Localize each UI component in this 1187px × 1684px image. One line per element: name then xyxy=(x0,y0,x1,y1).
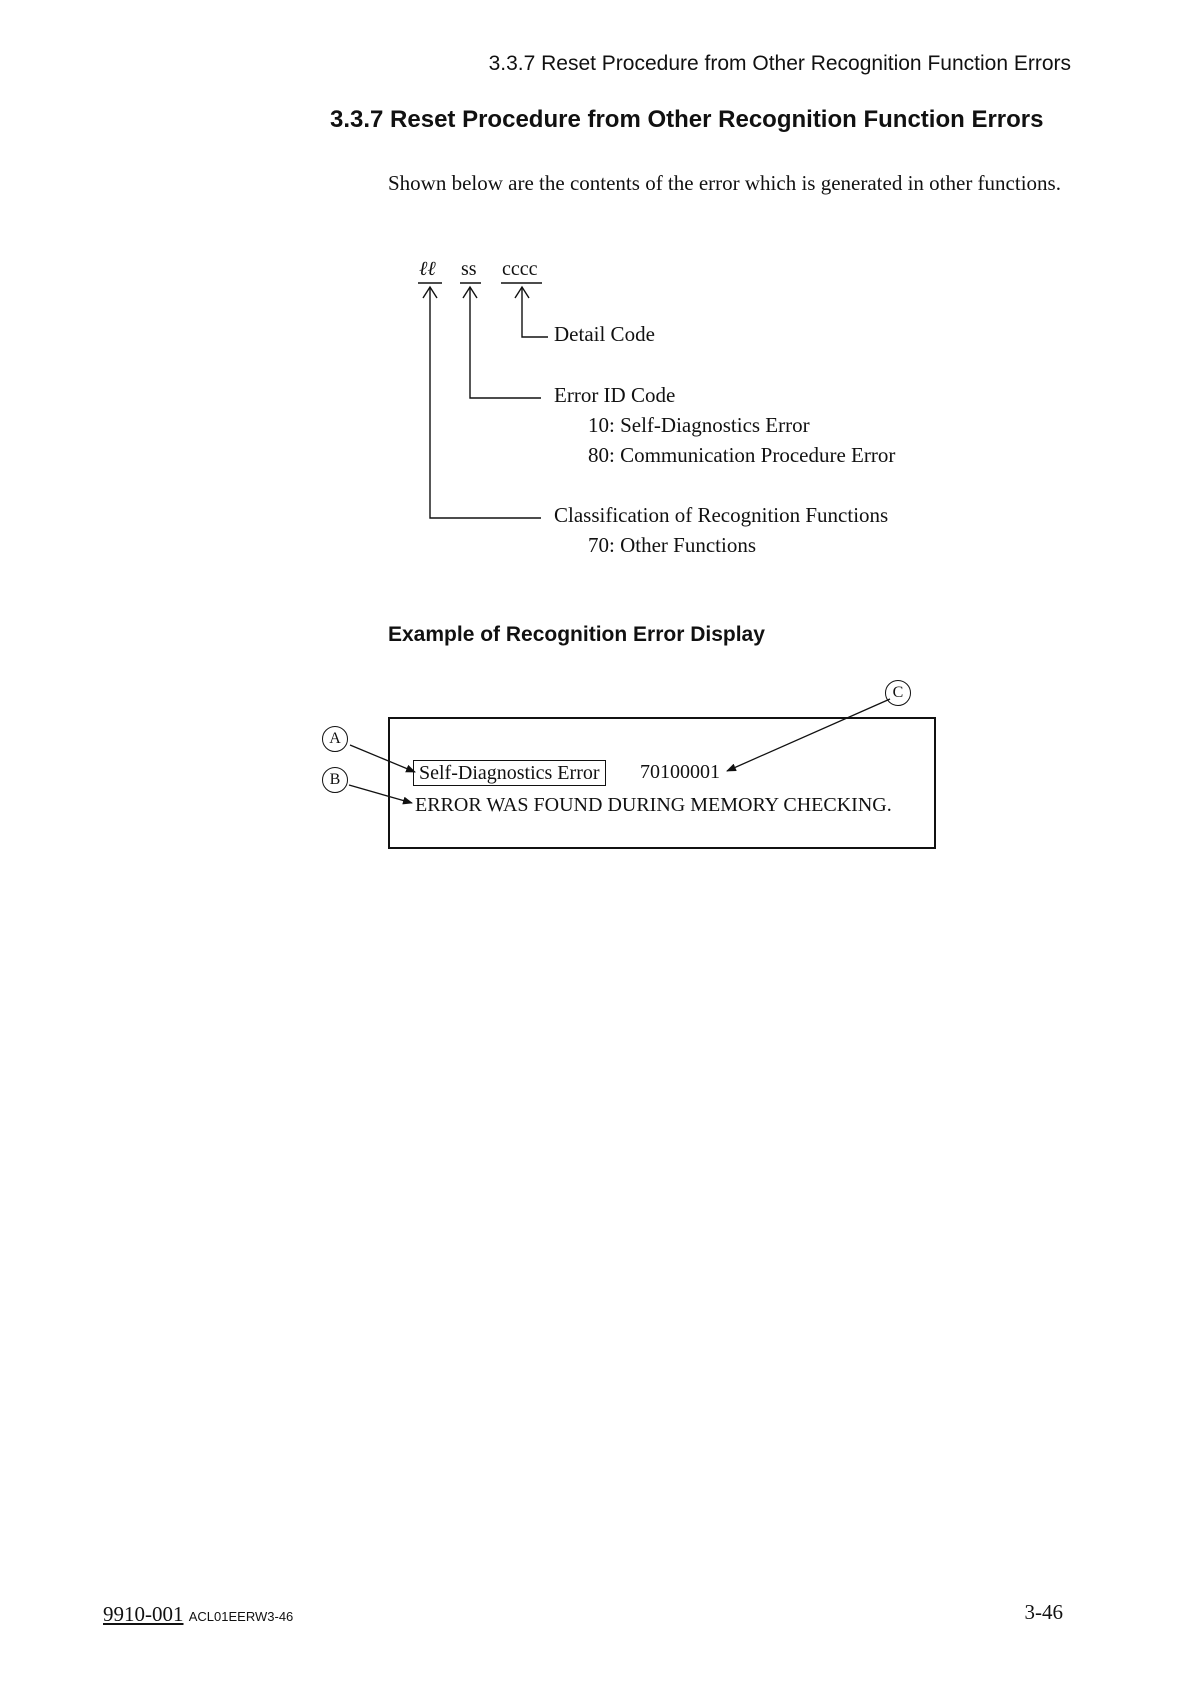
intro-paragraph: Shown below are the contents of the error which is generated in other functions. xyxy=(388,171,1061,195)
doc-id: ACL01EERW3-46 xyxy=(188,1609,294,1624)
marker-a: A xyxy=(322,726,348,752)
error-id-value: 80: Communication Procedure Error xyxy=(588,443,896,467)
code-part-classification: ℓℓ xyxy=(419,258,436,280)
classification-label: Classification of Recognition Functions xyxy=(554,503,889,527)
footer-doc-reference xyxy=(103,1602,293,1627)
marker-b: B xyxy=(322,767,348,793)
classification-value: 70: Other Functions xyxy=(588,533,756,557)
example-heading: Example of Recognition Error Display xyxy=(388,623,765,646)
error-title: Self-Diagnostics Error xyxy=(413,760,606,786)
error-message: ERROR WAS FOUND DURING MEMORY CHECKING. xyxy=(415,794,892,816)
error-code: 70100001 xyxy=(640,761,720,783)
code-part-error-id: ss xyxy=(461,258,477,280)
error-id-value: 10: Self-Diagnostics Error xyxy=(588,413,810,437)
error-id-label: Error ID Code xyxy=(554,383,676,407)
detail-code-label: Detail Code xyxy=(554,322,655,346)
doc-number: 9910-001 xyxy=(103,1602,184,1626)
running-header: 3.3.7 Reset Procedure from Other Recognition Function Errors xyxy=(488,52,1071,75)
section-title: 3.3.7 Reset Procedure from Other Recognition Function Errors xyxy=(330,106,1044,133)
code-part-detail: cccc xyxy=(502,258,538,280)
marker-c: C xyxy=(885,680,911,706)
page-number: 3-46 xyxy=(1024,1600,1063,1624)
